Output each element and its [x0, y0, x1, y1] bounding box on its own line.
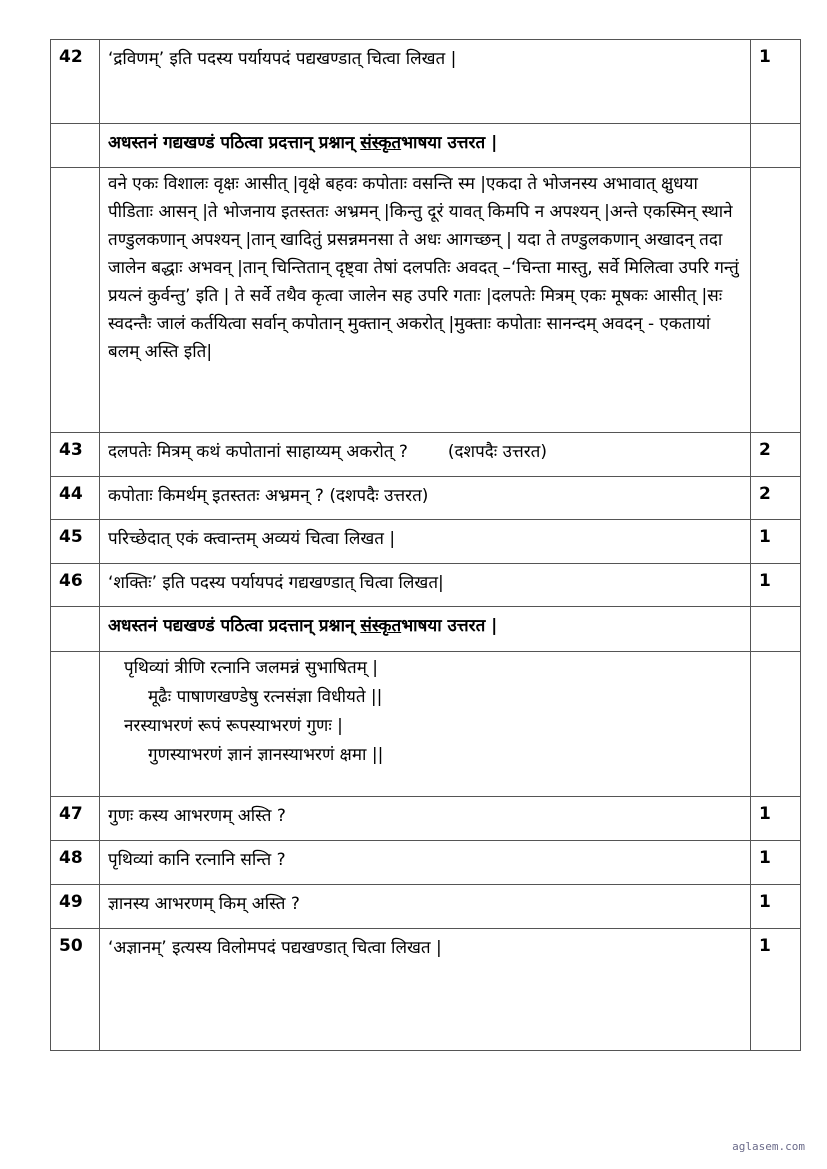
question-text: पृथिव्यां कानि रत्नानि सन्ति ?: [100, 841, 751, 885]
verse-line-4: गुणस्याभरणं ज्ञानं ज्ञानस्याभरणं क्षमा ||: [148, 745, 384, 765]
empty-cell: [51, 607, 100, 652]
table-row-prose-instruction: [51, 124, 801, 168]
table-row-q46: [51, 564, 801, 607]
prose-passage-cell: [100, 168, 751, 433]
question-marks: 1: [751, 40, 801, 124]
question-marks: 1: [751, 797, 801, 841]
question-number: 42: [51, 40, 100, 124]
instruction-text-end: भाषया उत्तरत |: [401, 616, 498, 636]
table-row-q47: [51, 797, 801, 841]
question-number: 43: [51, 433, 100, 477]
question-note: (दशपदैः उत्तरत): [447, 442, 547, 462]
instruction-text-end: भाषया उत्तरत |: [401, 133, 498, 153]
table-row-verse: [51, 652, 801, 797]
verse-block: [100, 652, 750, 776]
table-row-q43: [51, 433, 801, 477]
question-marks: 2: [751, 477, 801, 520]
empty-cell: [751, 124, 801, 168]
instruction-underlined: संस्कृत: [360, 133, 402, 153]
question-text: ‘शक्तिः’ इति पदस्य पर्यायपदं गद्यखण्डात् चित्वा लिखत|: [100, 564, 751, 607]
table-row-q44: [51, 477, 801, 520]
question-marks: 1: [751, 564, 801, 607]
watermark: aglasem.com: [732, 1140, 805, 1153]
verse-instruction: [100, 607, 751, 652]
empty-cell: [751, 168, 801, 433]
verse-cell: [100, 652, 751, 797]
instruction-underlined: संस्कृत: [360, 616, 402, 636]
prose-instruction: [100, 124, 751, 168]
question-marks: 1: [751, 841, 801, 885]
question-number: 49: [51, 885, 100, 929]
question-number: 46: [51, 564, 100, 607]
question-marks: 1: [751, 520, 801, 564]
question-marks: 2: [751, 433, 801, 477]
question-marks: 1: [751, 885, 801, 929]
table-row-q50: [51, 929, 801, 1051]
question-text: ज्ञानस्य आभरणम् किम् अस्ति ?: [100, 885, 751, 929]
instruction-text: अधस्तनं पद्यखण्डं पठित्वा प्रदत्तान् प्रश्नान्: [108, 616, 361, 636]
question-number: 47: [51, 797, 100, 841]
question-number: 44: [51, 477, 100, 520]
table-row-passage: [51, 168, 801, 433]
question-text: परिच्छेदात् एकं क्त्वान्तम् अव्ययं चित्वा लिखत |: [100, 520, 751, 564]
table-row-q48: [51, 841, 801, 885]
empty-cell: [51, 168, 100, 433]
question-number: 48: [51, 841, 100, 885]
empty-cell: [751, 607, 801, 652]
instruction-text: अधस्तनं गद्यखण्डं पठित्वा प्रदत्तान् प्रश्नान्: [108, 133, 361, 153]
verse-line-2: मूढैः पाषाणखण्डेषु रत्नसंज्ञा विधीयते ||: [148, 687, 383, 707]
table-row-verse-instruction: [51, 607, 801, 652]
table-row-q42: [51, 40, 801, 124]
question-text: ‘द्रविणम्’ इति पदस्य पर्यायपदं पद्यखण्डात् चित्वा लिखत |: [100, 40, 751, 124]
prose-passage: वने एकः विशालः वृक्षः आसीत् |वृक्षे बहवः कपोताः वसन्ति स्म |एकदा ते भोजनस्य अभावात् क्षुधया पीडिताः आसन् |ते भोजनाय इतस्ततः अभ्रमन् |किन्तु दूरं यावत् किमपि न अपश्यन् |अन्ते एकस्मिन् स्थाने तण्डुलकणान् अपश्यन् |तान् खादितुं प्रसन्नमनसा ते अधः आगच्छन् | यदा ते तण्डुलकणान् अखादन् तदा जालेन बद्धाः अभवन् |तान् चिन्तितान् दृष्ट्वा तेषां दलपतिः अवदत् –‘चिन्ता मास्तु, सर्वे मिलित्वा उपरि गन्तुं प्रयत्नं कुर्वन्तु’ इति | ते सर्वे तथैव कृत्वा जालेन सह उपरि गताः |दलपतेः मित्रम् एकः मूषकः आसीत् |सः स्वदन्तैः जालं कर्तयित्वा सर्वान् कपोतान् मुक्तान् अकरोत् |मुक्ताः कपोताः सानन्दम् अवदन् - एकतायां बलम् अस्ति इति|: [108, 174, 739, 362]
question-text-cell: [100, 433, 751, 477]
empty-cell: [51, 652, 100, 797]
question-text: गुणः कस्य आभरणम् अस्ति ?: [100, 797, 751, 841]
question-number: 50: [51, 929, 100, 1051]
question-table: [50, 39, 801, 1051]
table-row-q49: [51, 885, 801, 929]
question-marks: 1: [751, 929, 801, 1051]
verse-line-3: नरस्याभरणं रूपं रूपस्याभरणं गुणः |: [124, 716, 343, 736]
verse-line-1: पृथिव्यां त्रीणि रत्नानि जलमन्नं सुभाषितम् |: [124, 658, 379, 678]
empty-cell: [751, 652, 801, 797]
question-number: 45: [51, 520, 100, 564]
question-text: दलपतेः मित्रम् कथं कपोतानां साहाय्यम् अकरोत् ?: [108, 442, 408, 462]
question-text: ‘अज्ञानम्’ इत्यस्य विलोमपदं पद्यखण्डात् चित्वा लिखत |: [100, 929, 751, 1051]
empty-cell: [51, 124, 100, 168]
question-text: कपोताः किमर्थम् इतस्ततः अभ्रमन् ? (दशपदैः उत्तरत): [100, 477, 751, 520]
table-row-q45: [51, 520, 801, 564]
